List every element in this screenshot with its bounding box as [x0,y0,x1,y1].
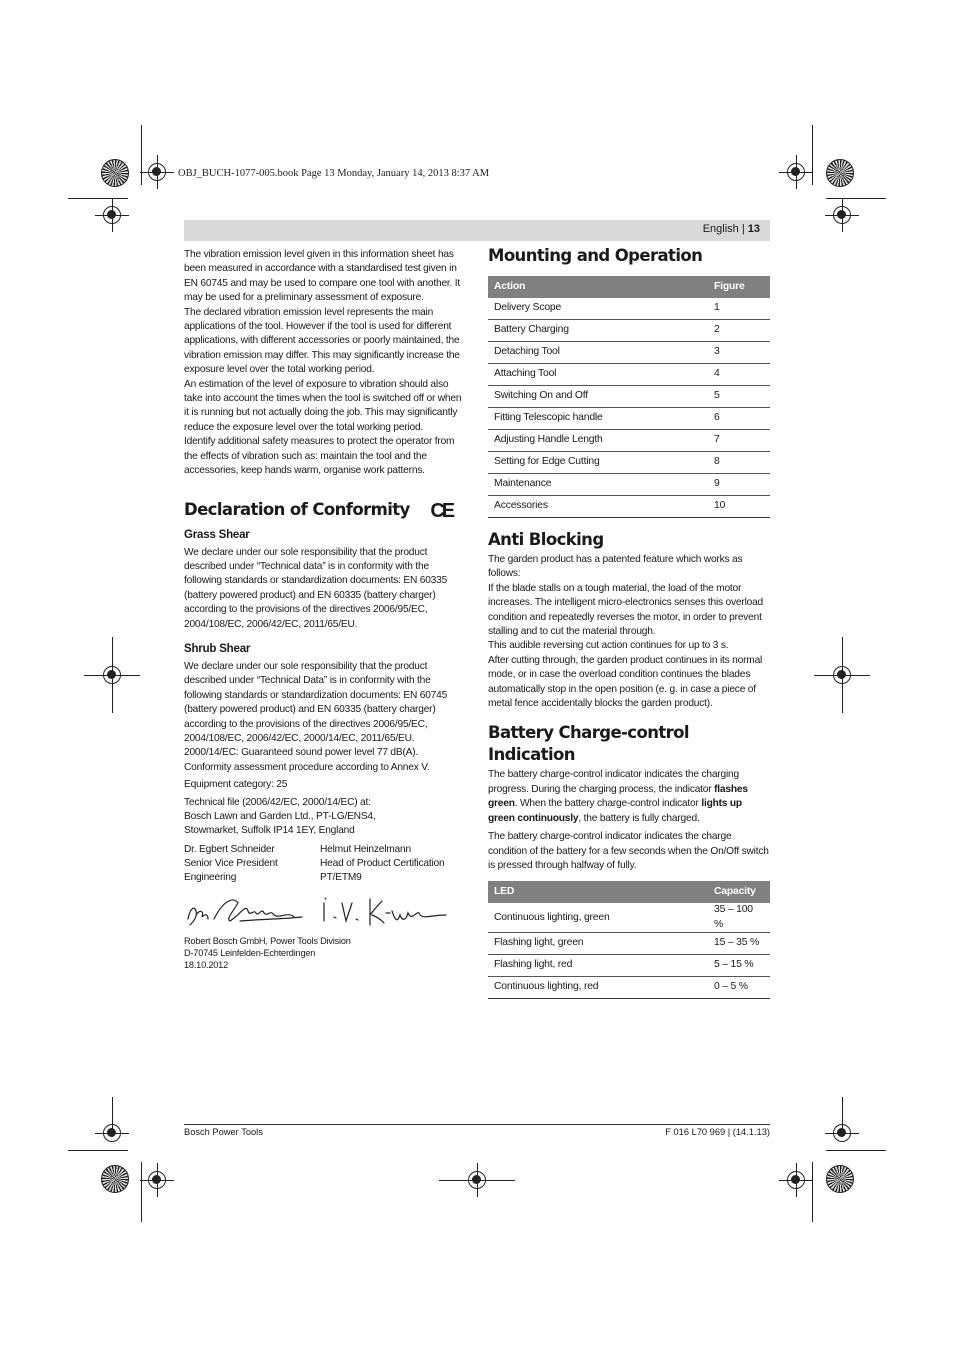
table-cell: Accessories [488,496,708,518]
table-cell: 15 – 35 % [708,933,770,955]
table-header-row [488,276,770,298]
table-row [488,955,770,977]
table-row [488,298,770,320]
crop-mark [826,1150,886,1151]
technical-file-line: Technical file (2006/42/EC, 2000/14/EC) at: [184,796,371,808]
table-cell: Setting for Edge Cutting [488,452,708,474]
table-cell: Battery Charging [488,320,708,342]
table-cell: 9 [708,474,770,496]
table-row [488,474,770,496]
text-run: , the battery is fully charged. [578,812,700,824]
table-row [488,933,770,955]
table-cell: 5 [708,386,770,408]
signatory-1 [184,843,320,886]
table-row [488,430,770,452]
paragraph: The garden product has a patented feature which works as follows: [488,554,743,580]
footer-left: Bosch Power Tools [184,1127,263,1137]
signatory-dept: PT/ETM9 [320,872,362,884]
technical-file-line: Bosch Lawn and Garden Ltd., PT-LG/ENS4, [184,811,376,822]
header-language: English [702,223,739,235]
table-cell: 10 [708,496,770,518]
signatory-name: Dr. Egbert Schneider [184,843,275,855]
header-separator: | [738,223,748,235]
table-row [488,977,770,999]
crop-mark [812,125,813,185]
table-cell: Fitting Telescopic handle [488,408,708,430]
section-title-battery: Battery Charge-control Indication [488,723,689,765]
conformity-heading-row [184,499,467,521]
print-slug: OBJ_BUCH-1077-005.book Page 13 Monday, January 14, 2013 8:37 AM [178,168,490,179]
table-row [488,320,770,342]
paragraph: After cutting through, the garden product continues in its normal mode, or in case the overload condition continues the blades automatically stop in the open position (e. g. in case a piece of metal fence accidentally blocks the garden product). [488,654,763,710]
company-line: Robert Bosch GmbH, Power Tools Division [184,936,351,947]
emphasis: lights up green continuously [488,798,742,824]
company-address [184,935,467,971]
signatory-dept: Engineering [184,872,237,884]
table-cell: 4 [708,364,770,386]
table-cell: 5 – 15 % [708,955,770,977]
color-bar-star-icon [101,1165,129,1193]
signatory-name: Helmut Heinzelmann [320,843,411,855]
table-cell: Detaching Tool [488,342,708,364]
crop-mark [141,1162,142,1222]
section-title-anti-blocking: Anti Blocking [488,530,604,549]
table-cell: Maintenance [488,474,708,496]
paragraph: The vibration emission level given in this information sheet has been measured in accordance with a standardised test given in EN 60745 and may be used to compare one tool with another. It may be used for a preliminary assessment of exposure. [184,249,461,304]
table-cell: 7 [708,430,770,452]
handwritten-signatures [184,889,467,929]
section-title-conformity: Declaration of Conformity [184,499,410,519]
color-bar-star-icon [826,1165,854,1193]
table-row [488,408,770,430]
column-header: Capacity [708,881,770,903]
text-run: . When the battery charge-control indicator [514,798,702,810]
column-header: Figure [708,276,770,298]
table-cell: 0 – 5 % [708,977,770,999]
signatory-title: Senior Vice President [184,858,278,870]
table-cell: Attaching Tool [488,364,708,386]
subsection-title-grass: Grass Shear [184,528,250,541]
technical-file-line: Stowmarket, Suffolk IP14 1EY, England [184,825,355,837]
company-line: D-70745 Leinfelden-Echterdingen [184,948,316,959]
table-row [488,386,770,408]
crop-mark [826,198,886,199]
table-cell: 3 [708,342,770,364]
table-cell: Continuous lighting, red [488,977,708,999]
running-header [184,220,770,241]
paragraph: We declare under our sole responsibility that the product described under “Technical data” is in conformity with the following standards or standardization documents: EN 60335 (battery powered product) and EN 60335 (battery charger) according to the provisions of the directives 2006/95/EC, 2004/108/EC, 2006/42/EC, 2011/65/EU. [184,546,448,630]
page-number: 13 [747,223,760,235]
paragraph: The battery charge-control indicator indicates the charge condition of the battery for a few seconds when the On/Off switch is pressed through halfway of fully. [488,831,769,871]
column-header: Action [488,276,708,298]
emphasis: flashes green [488,783,748,810]
table-cell: Continuous lighting, green [488,903,708,932]
equipment-category: Equipment category: 25 [184,779,288,791]
paragraph: An estimation of the level of exposure to vibration should also take into account the times when the tool is switched off or when it is running but not actually doing the job. This may significantly reduce the exposure level over the total working period. [184,378,462,433]
company-line: 18.10.2012 [184,960,228,971]
color-bar-star-icon [826,159,854,187]
mounting-table [488,276,770,518]
ce-mark-icon: CE [430,499,453,522]
table-cell: 35 – 100 % [708,903,770,932]
table-cell: 6 [708,408,770,430]
left-column [184,248,467,971]
footer-right: F 016 L70 969 | (14.1.13) [665,1127,770,1137]
table-cell: 2 [708,320,770,342]
paragraph: If the blade stalls on a tough material, the load of the motor increases. The intelligent micro-electronics senses this overload condition and repeatedly reverses the motor, in order to prevent stalling and to cut the material through. [488,582,764,638]
signatory-2 [320,843,444,886]
paragraph: We declare under our sole responsibility that the product described under “Technical Data” is in conformity with the following standards or standardization documents: EN 60745 (battery powered product) and EN 60335 (battery charger) according to the provisions of the directives 2006/95/EC, 2004/108/EC, 2006/42/EC, 2000/14/EC, 2011/65/EU. 2000/14/EC: Guaranteed sound power level 77 dB(A). Conformity assessment procedure according to Annex V. [184,660,448,773]
crop-mark [141,125,142,185]
crop-mark [812,1162,813,1222]
table-cell: Flashing light, red [488,955,708,977]
subsection-title-shrub: Shrub Shear [184,642,251,655]
paragraph: This audible reversing cut action continues for up to 3 s. [488,640,729,652]
table-header-row [488,881,770,903]
signatory-title: Head of Product Certification [320,858,445,870]
text-run: The battery charge-control indicator indicates the charging progress. During the charging process, the indicator [488,769,739,795]
section-title-mounting: Mounting and Operation [488,246,703,265]
paragraph [488,768,770,826]
signatories [184,843,467,886]
crop-mark [68,1150,128,1151]
color-bar-star-icon [101,159,129,187]
table-cell: Flashing light, green [488,933,708,955]
table-row [488,342,770,364]
table-cell: Delivery Scope [488,298,708,320]
crop-mark [68,198,128,199]
table-row [488,452,770,474]
table-cell: 8 [708,452,770,474]
table-row [488,496,770,518]
table-cell: Adjusting Handle Length [488,430,708,452]
right-column [488,245,770,999]
column-header: LED [488,881,708,903]
paragraph: Identify additional safety measures to protect the operator from the effects of vibration such as: maintain the tool and the accessories, keep hands warm, organise work patterns. [184,436,455,477]
table-cell: 1 [708,298,770,320]
footer-divider [184,1124,770,1125]
table-cell: Switching On and Off [488,386,708,408]
table-row [488,364,770,386]
paragraph: The declared vibration emission level represents the main applications of the tool. However if the tool is used for different applications, with different accessories or poorly maintained, the vibration emission may differ. This may significantly increase the exposure level over the total working period. [184,306,460,376]
led-table [488,881,770,999]
table-row [488,903,770,932]
